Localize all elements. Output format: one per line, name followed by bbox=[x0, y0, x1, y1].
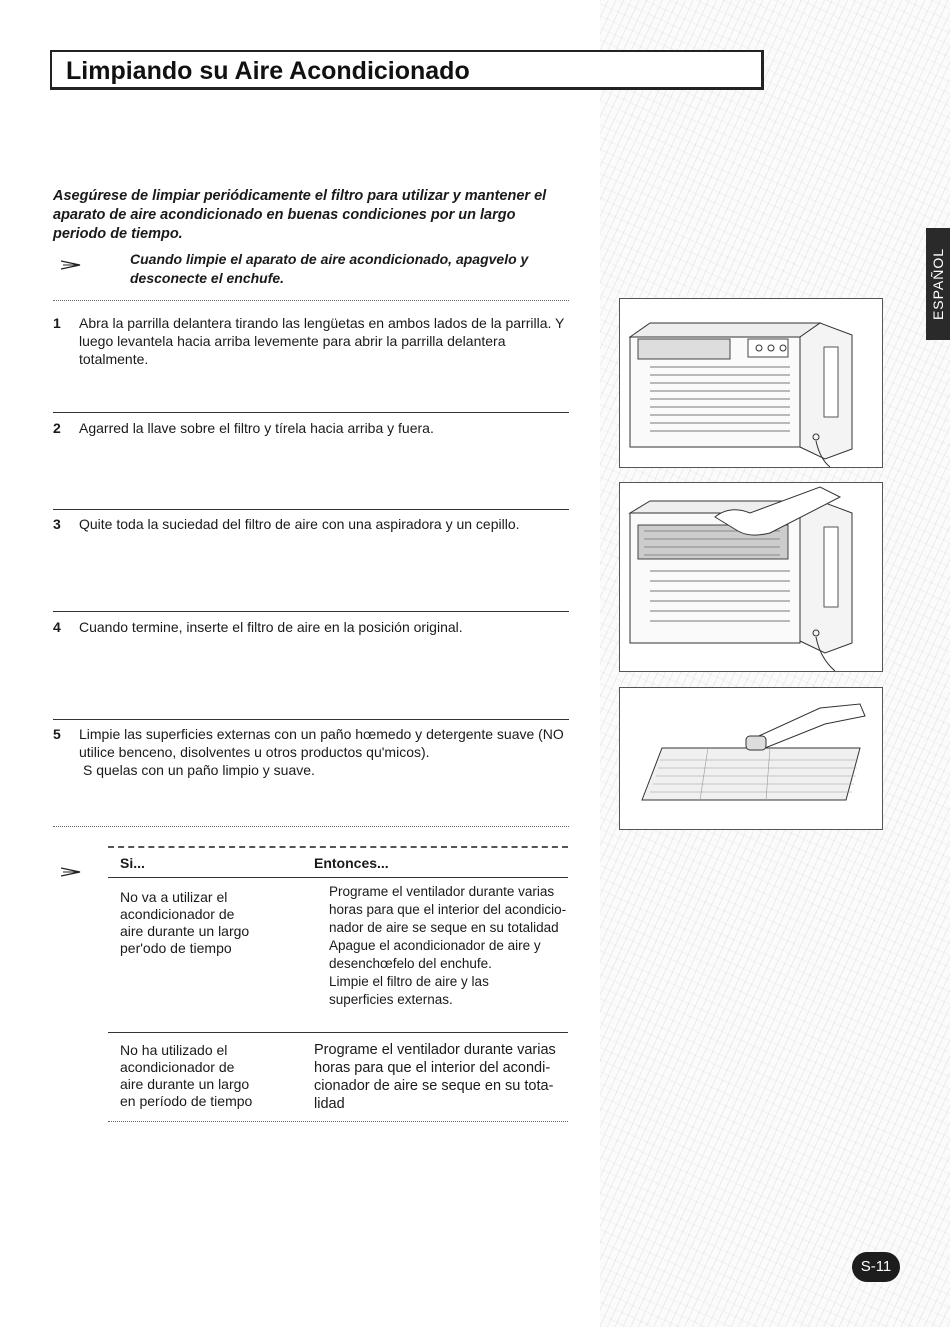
cell-line: per'odo de tiempo bbox=[120, 940, 232, 956]
cell-line: aire durante un largo bbox=[120, 1076, 250, 1092]
table-header-rule bbox=[108, 877, 568, 878]
step-text: Agarred la llave sobre el filtro y tírela hacia arriba y fuera. bbox=[79, 420, 434, 436]
step-text bbox=[79, 725, 569, 779]
cell-line: en período de tiempo bbox=[120, 1093, 253, 1109]
cell-line: horas para que el interior del acondicio- bbox=[329, 902, 567, 917]
cell-line: acondicionador de bbox=[120, 906, 235, 922]
illustration-open-grille bbox=[619, 298, 883, 468]
divider bbox=[53, 412, 569, 413]
cell-line: No va a utilizar el bbox=[120, 889, 228, 905]
cell-line: Programe el ventilador durante varias bbox=[314, 1042, 556, 1058]
step-5 bbox=[53, 725, 573, 785]
step-3 bbox=[53, 515, 573, 535]
cell-line: No ha utilizado el bbox=[120, 1042, 228, 1058]
language-tab-label: ESPAÑOL bbox=[930, 247, 946, 321]
page-title-box bbox=[50, 50, 764, 90]
illustration-remove-filter bbox=[619, 482, 883, 672]
step-text: Abra la parrilla delantera tirando las lengüetas en ambos lados de la parrilla. Y luego levantela hacia arriba levemente para abrir la parrilla delantera totalmente. bbox=[79, 315, 565, 367]
divider bbox=[53, 719, 569, 720]
step-text: Quite toda la suciedad del filtro de aire con una aspiradora y un cepillo. bbox=[79, 516, 520, 532]
cell-line: horas para que el interior del acondi- bbox=[314, 1060, 551, 1076]
step-text-extra: S quelas con un paño limpio y suave. bbox=[83, 762, 315, 778]
step-number: 5 bbox=[53, 726, 61, 742]
safety-note: Cuando limpie el aparato de aire acondicionado, apagvelo y desconecte el enchufe. bbox=[130, 251, 529, 286]
table-cell-if bbox=[120, 1042, 300, 1110]
table-header-then: Entonces... bbox=[314, 855, 389, 871]
divider bbox=[53, 300, 569, 301]
cell-line: desenchœfelo del enchufe. bbox=[329, 956, 492, 971]
cell-line: lidad bbox=[314, 1096, 345, 1112]
cell-line: nador de aire se seque en su totalidad bbox=[329, 920, 559, 935]
table-arrow-icon bbox=[60, 866, 82, 878]
step-number: 3 bbox=[53, 516, 61, 532]
cell-line: Programe el ventilador durante varias bbox=[329, 884, 555, 899]
cell-line: Apague el acondicionador de aire y bbox=[329, 938, 541, 953]
step-number: 4 bbox=[53, 619, 61, 635]
intro-paragraph: Asegúrese de limpiar periódicamente el filtro para utilizar y mantener el aparato de aire acondicionado en buenas condiciones por un largo periodo de tiempo. bbox=[53, 188, 547, 242]
table-cell-then bbox=[329, 883, 579, 1009]
illustration-vacuum-filter bbox=[619, 687, 883, 830]
table-top-rule bbox=[108, 846, 568, 848]
step-text: Cuando termine, inserte el filtro de aire en la posición original. bbox=[79, 619, 463, 635]
step-number: 1 bbox=[53, 315, 61, 331]
divider bbox=[53, 509, 569, 510]
cell-line: cionador de aire se seque en su tota- bbox=[314, 1078, 554, 1094]
page-title: Limpiando su Aire Acondicionado bbox=[66, 57, 470, 85]
air-conditioner-grille-open-image bbox=[620, 299, 882, 467]
step-text-main: Limpie las superficies externas con un paño hœmedo y detergente suave (NO utilice benceno, disolventes u otros productos qu'micos). bbox=[79, 726, 564, 760]
language-tab bbox=[926, 228, 950, 340]
cell-line: Limpie el filtro de aire y las bbox=[329, 974, 489, 989]
step-2 bbox=[53, 419, 573, 439]
table-cell-then bbox=[314, 1041, 576, 1113]
step-number: 2 bbox=[53, 420, 61, 436]
divider bbox=[53, 611, 569, 612]
note-arrow-icon bbox=[60, 259, 82, 271]
cell-line: acondicionador de bbox=[120, 1059, 235, 1075]
table-bottom-rule bbox=[108, 1121, 568, 1122]
page-number-badge: S-11 bbox=[852, 1252, 900, 1282]
cell-line: superficies externas. bbox=[329, 992, 453, 1007]
table-header-if: Si... bbox=[120, 855, 145, 871]
step-1 bbox=[53, 314, 573, 374]
cell-line: aire durante un largo bbox=[120, 923, 250, 939]
vacuum-cleaning-filter-image bbox=[620, 688, 882, 829]
table-row-rule bbox=[108, 1032, 568, 1033]
divider bbox=[53, 826, 569, 827]
air-conditioner-filter-removal-image bbox=[620, 483, 882, 671]
table-cell-if bbox=[120, 889, 300, 957]
step-4 bbox=[53, 618, 573, 638]
